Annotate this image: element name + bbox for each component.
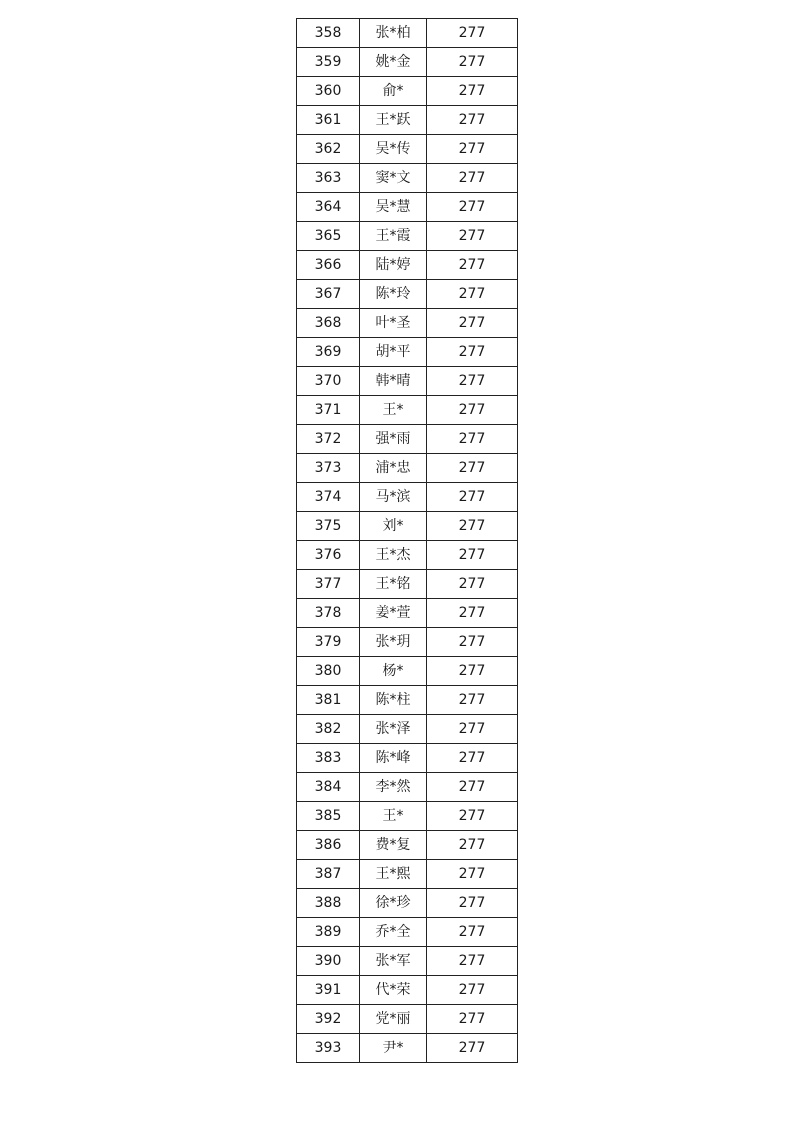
name-cell: 王*熙 (360, 860, 427, 889)
rank-cell: 373 (297, 454, 360, 483)
score-cell: 277 (427, 831, 518, 860)
name-cell: 杨* (360, 657, 427, 686)
name-cell: 吴*慧 (360, 193, 427, 222)
name-cell: 王* (360, 802, 427, 831)
rank-cell: 372 (297, 425, 360, 454)
score-cell: 277 (427, 1005, 518, 1034)
name-cell: 张*泽 (360, 715, 427, 744)
score-cell: 277 (427, 947, 518, 976)
table-row (297, 686, 518, 715)
table-row (297, 773, 518, 802)
rank-cell: 385 (297, 802, 360, 831)
table-row (297, 280, 518, 309)
rank-cell: 371 (297, 396, 360, 425)
table-row (297, 860, 518, 889)
table-row (297, 889, 518, 918)
table-row (297, 222, 518, 251)
score-cell: 277 (427, 367, 518, 396)
score-cell: 277 (427, 251, 518, 280)
score-cell: 277 (427, 164, 518, 193)
score-cell: 277 (427, 918, 518, 947)
score-cell: 277 (427, 744, 518, 773)
rank-cell: 379 (297, 628, 360, 657)
table-row (297, 570, 518, 599)
name-cell: 强*雨 (360, 425, 427, 454)
name-cell: 浦*忠 (360, 454, 427, 483)
score-cell: 277 (427, 599, 518, 628)
rank-cell: 363 (297, 164, 360, 193)
table-row (297, 367, 518, 396)
name-cell: 张*玥 (360, 628, 427, 657)
table-row (297, 338, 518, 367)
score-cell: 277 (427, 309, 518, 338)
name-cell: 王*杰 (360, 541, 427, 570)
rank-cell: 367 (297, 280, 360, 309)
table-body (297, 19, 518, 1063)
score-cell: 277 (427, 773, 518, 802)
name-cell: 王*铭 (360, 570, 427, 599)
table-row (297, 512, 518, 541)
table-row (297, 628, 518, 657)
table-row (297, 976, 518, 1005)
score-cell: 277 (427, 715, 518, 744)
score-cell: 277 (427, 860, 518, 889)
rank-cell: 374 (297, 483, 360, 512)
score-cell: 277 (427, 396, 518, 425)
score-cell: 277 (427, 1034, 518, 1063)
rank-cell: 382 (297, 715, 360, 744)
name-cell: 费*复 (360, 831, 427, 860)
name-cell: 陈*柱 (360, 686, 427, 715)
table-row (297, 1005, 518, 1034)
table-row (297, 715, 518, 744)
score-cell: 277 (427, 541, 518, 570)
rank-cell: 383 (297, 744, 360, 773)
rank-cell: 369 (297, 338, 360, 367)
name-cell: 党*丽 (360, 1005, 427, 1034)
table-row (297, 744, 518, 773)
score-cell: 277 (427, 19, 518, 48)
rank-cell: 365 (297, 222, 360, 251)
table-row (297, 193, 518, 222)
name-cell: 代*荣 (360, 976, 427, 1005)
name-cell: 王*霞 (360, 222, 427, 251)
rank-cell: 378 (297, 599, 360, 628)
score-cell: 277 (427, 106, 518, 135)
rank-cell: 359 (297, 48, 360, 77)
table-row (297, 599, 518, 628)
rank-cell: 391 (297, 976, 360, 1005)
name-cell: 乔*全 (360, 918, 427, 947)
table-row (297, 19, 518, 48)
score-cell: 277 (427, 512, 518, 541)
table-row (297, 831, 518, 860)
score-cell: 277 (427, 280, 518, 309)
rank-cell: 392 (297, 1005, 360, 1034)
table-row (297, 396, 518, 425)
table-row (297, 918, 518, 947)
table-row (297, 251, 518, 280)
rank-cell: 361 (297, 106, 360, 135)
name-cell: 张*军 (360, 947, 427, 976)
table-row (297, 947, 518, 976)
rank-cell: 364 (297, 193, 360, 222)
score-cell: 277 (427, 483, 518, 512)
score-cell: 277 (427, 570, 518, 599)
score-cell: 277 (427, 889, 518, 918)
rank-cell: 387 (297, 860, 360, 889)
rank-cell: 389 (297, 918, 360, 947)
name-cell: 姚*金 (360, 48, 427, 77)
score-cell: 277 (427, 222, 518, 251)
table-row (297, 309, 518, 338)
name-cell: 王*跃 (360, 106, 427, 135)
name-cell: 吴*传 (360, 135, 427, 164)
name-cell: 马*滨 (360, 483, 427, 512)
table-row (297, 425, 518, 454)
table-row (297, 802, 518, 831)
name-cell: 姜*萱 (360, 599, 427, 628)
table-row (297, 164, 518, 193)
name-cell: 李*然 (360, 773, 427, 802)
rank-cell: 377 (297, 570, 360, 599)
name-cell: 张*柏 (360, 19, 427, 48)
table-row (297, 454, 518, 483)
rank-cell: 380 (297, 657, 360, 686)
rank-cell: 360 (297, 77, 360, 106)
score-cell: 277 (427, 338, 518, 367)
rank-cell: 381 (297, 686, 360, 715)
score-cell: 277 (427, 657, 518, 686)
table-row (297, 483, 518, 512)
table-row (297, 657, 518, 686)
rank-cell: 366 (297, 251, 360, 280)
name-cell: 刘* (360, 512, 427, 541)
score-cell: 277 (427, 425, 518, 454)
name-cell: 韩*晴 (360, 367, 427, 396)
score-cell: 277 (427, 628, 518, 657)
name-cell: 尹* (360, 1034, 427, 1063)
name-cell: 徐*珍 (360, 889, 427, 918)
rank-cell: 362 (297, 135, 360, 164)
table-row (297, 541, 518, 570)
score-cell: 277 (427, 48, 518, 77)
table-row (297, 106, 518, 135)
table-row (297, 135, 518, 164)
rank-cell: 388 (297, 889, 360, 918)
rank-cell: 358 (297, 19, 360, 48)
score-cell: 277 (427, 135, 518, 164)
name-cell: 陈*峰 (360, 744, 427, 773)
name-cell: 王* (360, 396, 427, 425)
name-cell: 陈*玲 (360, 280, 427, 309)
rank-cell: 370 (297, 367, 360, 396)
name-cell: 陆*婷 (360, 251, 427, 280)
name-cell: 叶*圣 (360, 309, 427, 338)
results-table (296, 18, 518, 1063)
rank-cell: 393 (297, 1034, 360, 1063)
name-cell: 胡*平 (360, 338, 427, 367)
score-cell: 277 (427, 454, 518, 483)
table-row (297, 1034, 518, 1063)
rank-cell: 384 (297, 773, 360, 802)
name-cell: 俞* (360, 77, 427, 106)
score-cell: 277 (427, 193, 518, 222)
score-cell: 277 (427, 802, 518, 831)
table-row (297, 48, 518, 77)
rank-cell: 368 (297, 309, 360, 338)
table-row (297, 77, 518, 106)
score-cell: 277 (427, 77, 518, 106)
rank-cell: 386 (297, 831, 360, 860)
score-cell: 277 (427, 976, 518, 1005)
score-cell: 277 (427, 686, 518, 715)
rank-cell: 375 (297, 512, 360, 541)
name-cell: 窦*文 (360, 164, 427, 193)
rank-cell: 390 (297, 947, 360, 976)
rank-cell: 376 (297, 541, 360, 570)
